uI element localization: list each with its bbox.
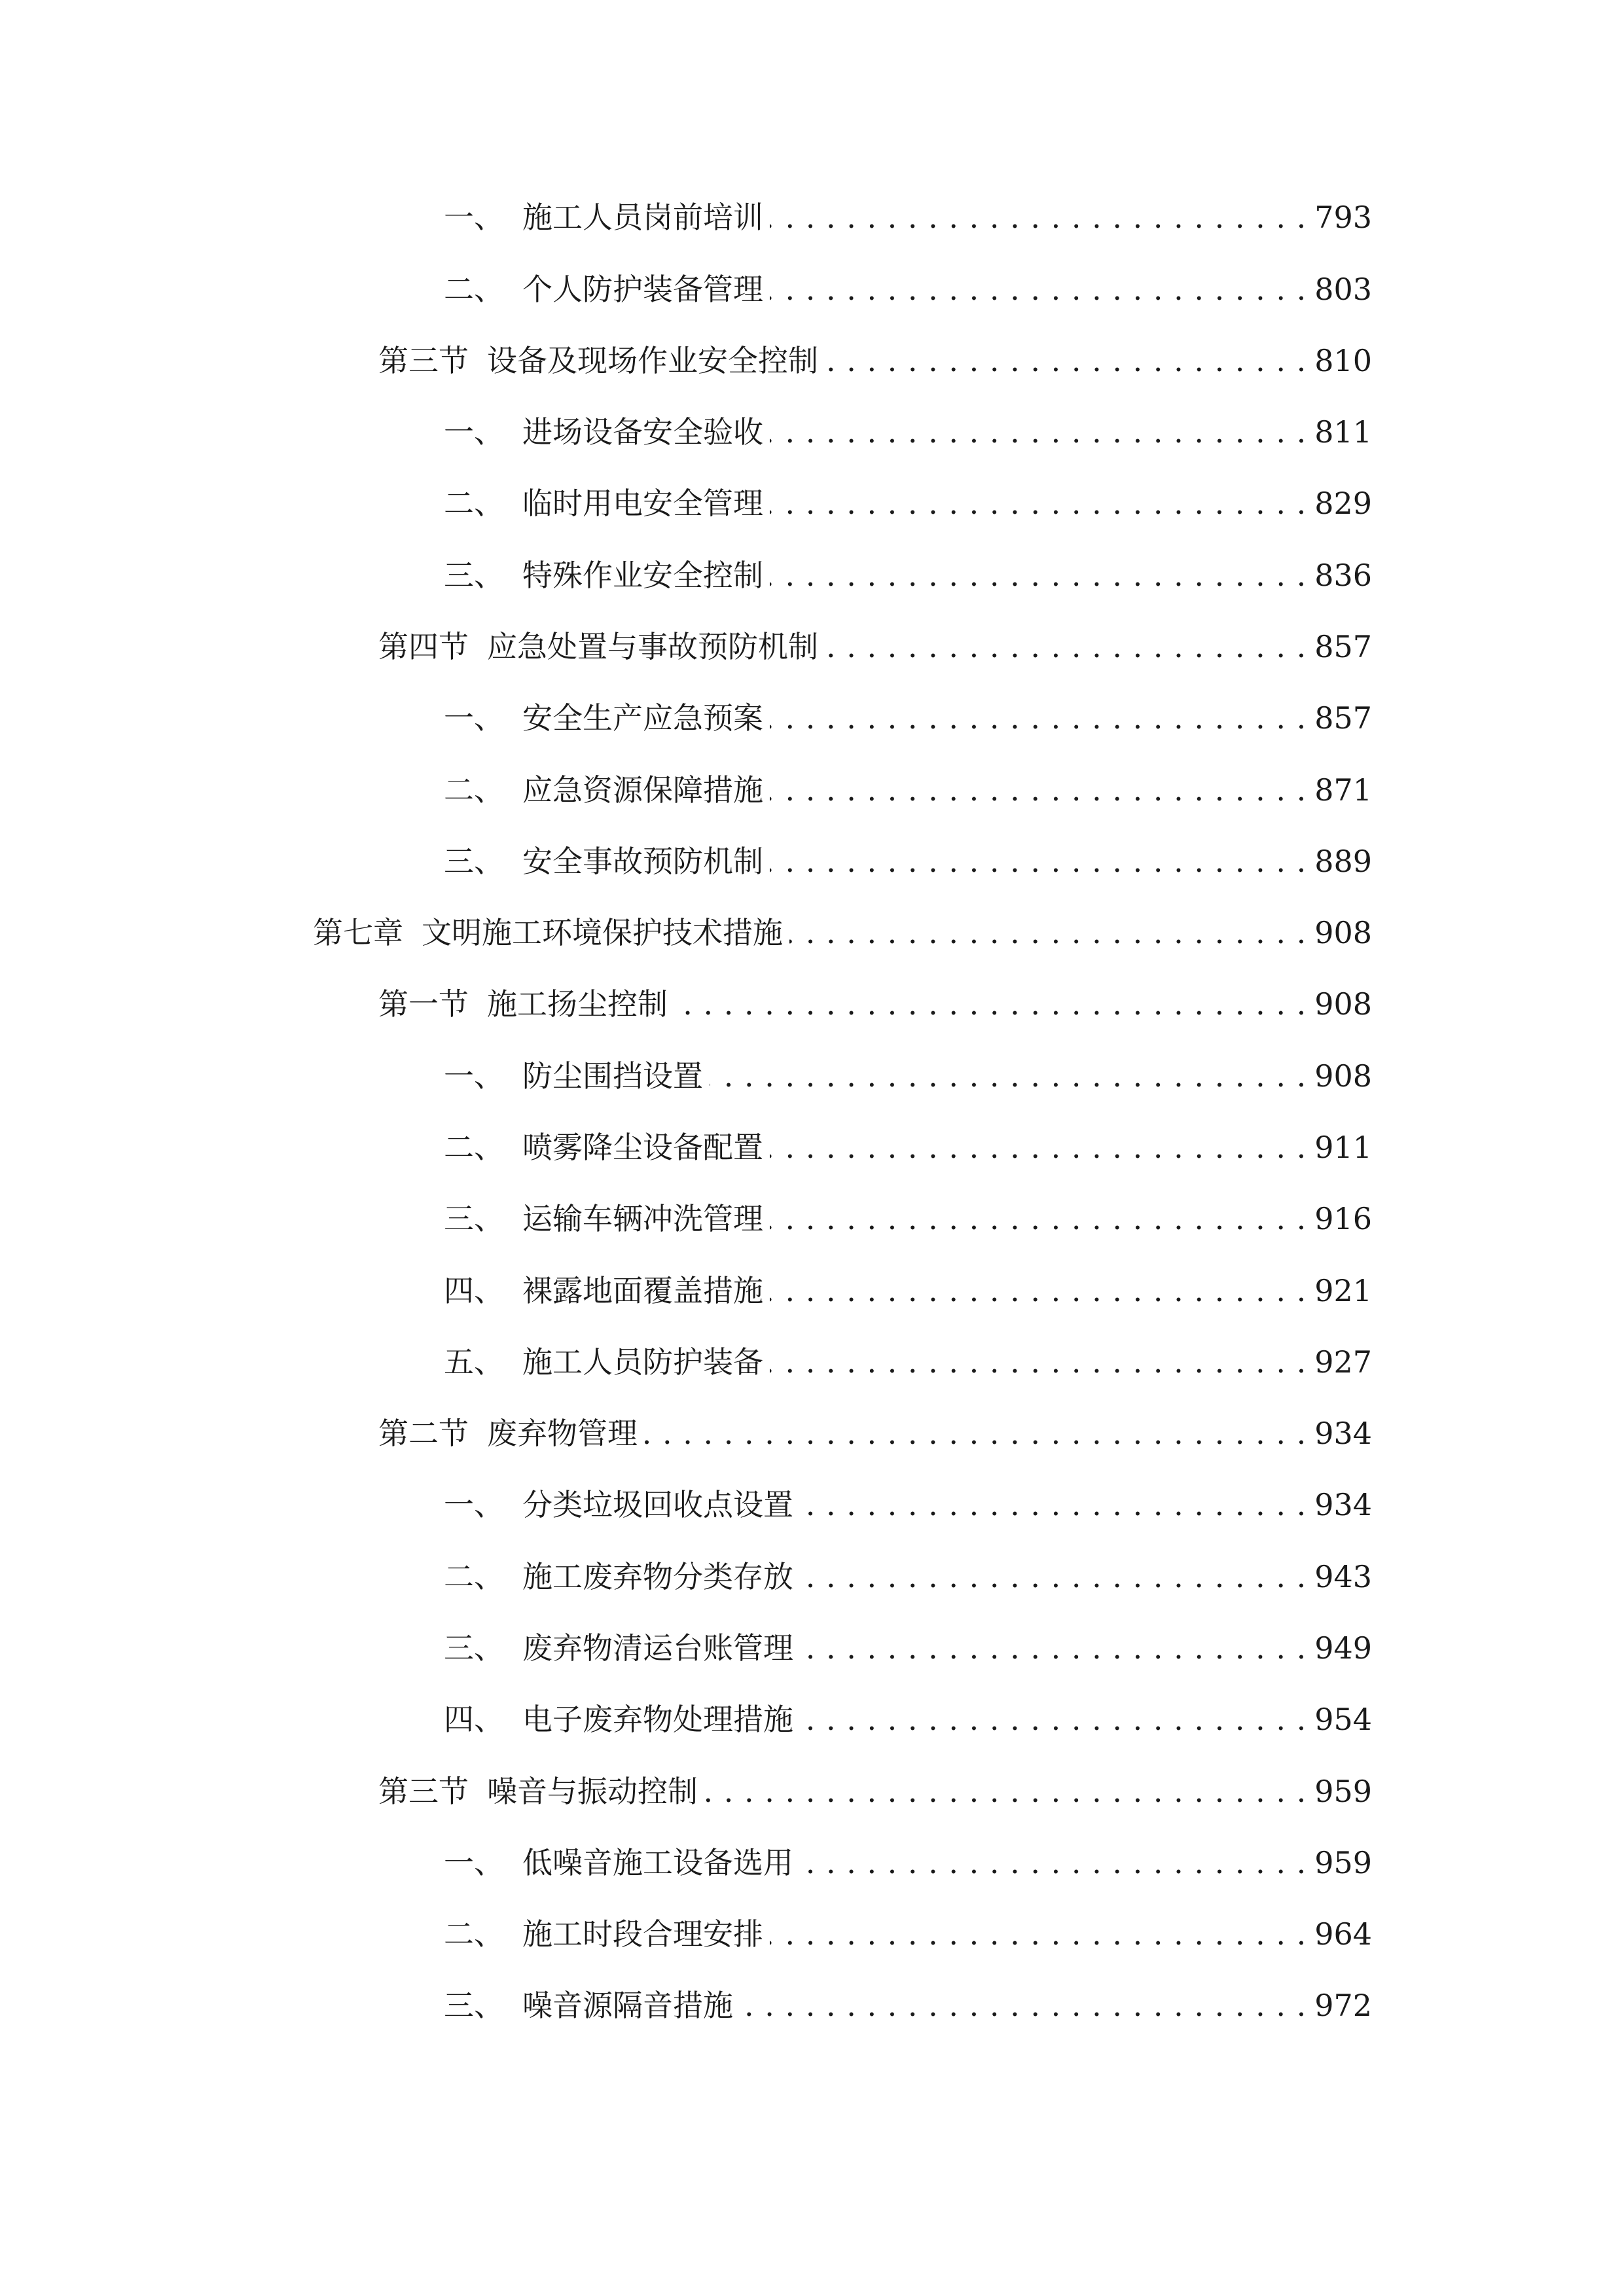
toc-entry-title: 设备及现场作业安全控制: [487, 343, 818, 378]
toc-entry-number: 一、: [444, 200, 504, 235]
toc-entry-number: 第七章: [313, 915, 403, 950]
toc-entry-title: 进场设备安全验收: [522, 414, 763, 450]
toc-dot-leader: [770, 692, 1307, 744]
toc-entry[interactable]: [444, 1979, 1372, 2032]
toc-entry-title: 施工时段合理安排: [522, 1916, 763, 1952]
toc-entry[interactable]: [444, 1336, 1372, 1388]
toc-entry-number: 第三节: [378, 1774, 469, 1809]
toc-entry-title: 噪音与振动控制: [487, 1774, 698, 1809]
toc-dot-leader: [770, 1908, 1307, 1960]
toc-entry-page: 810: [1314, 343, 1372, 378]
toc-entry[interactable]: [444, 1908, 1372, 1960]
toc-dot-leader: [789, 906, 1307, 959]
toc-entry[interactable]: [378, 1407, 1372, 1460]
toc-dot-leader: [770, 835, 1307, 888]
toc-entry-page: 793: [1314, 200, 1372, 235]
toc-entry[interactable]: [444, 1693, 1372, 1746]
toc-entry-page: 811: [1314, 414, 1372, 450]
toc-entry-page: 911: [1314, 1130, 1372, 1165]
toc-dot-leader: [770, 1193, 1307, 1245]
toc-entry-number: 三、: [444, 1201, 504, 1236]
toc-entry-page: 908: [1314, 1058, 1372, 1094]
toc-dot-leader: [770, 1121, 1307, 1174]
toc-entry[interactable]: [444, 191, 1372, 243]
toc-entry-page: 934: [1314, 1487, 1372, 1522]
toc-entry-page: 871: [1314, 772, 1372, 808]
toc-entry[interactable]: [444, 1121, 1372, 1174]
toc-entry-page: 949: [1314, 1630, 1372, 1666]
toc-entry-title: 电子废弃物处理措施: [522, 1702, 793, 1737]
toc-entry-page: 908: [1314, 915, 1372, 950]
toc-entry-title: 应急处置与事故预防机制: [487, 629, 818, 664]
toc-entry[interactable]: [444, 1837, 1372, 1889]
toc-entry-number: 三、: [444, 844, 504, 879]
toc-entry-title: 安全事故预防机制: [522, 844, 763, 879]
toc-entry[interactable]: [444, 692, 1372, 744]
toc-entry-title: 运输车辆冲洗管理: [522, 1201, 763, 1236]
toc-entry-number: 二、: [444, 1916, 504, 1952]
toc-dot-leader: [800, 1837, 1307, 1889]
toc-entry-title: 废弃物管理: [487, 1416, 638, 1451]
toc-entry-title: 防尘围挡设置: [522, 1058, 703, 1094]
toc-entry-page: 934: [1314, 1416, 1372, 1451]
toc-entry-title: 施工废弃物分类存放: [522, 1559, 793, 1594]
toc-entry-number: 五、: [444, 1344, 504, 1380]
toc-entry-page: 972: [1314, 1988, 1372, 2023]
toc-entry-number: 三、: [444, 1988, 504, 2023]
toc-entry-page: 959: [1314, 1845, 1372, 1880]
toc-dot-leader: [710, 1050, 1307, 1102]
toc-entry[interactable]: [444, 1193, 1372, 1245]
toc-entry[interactable]: [444, 1050, 1372, 1102]
toc-entry-number: 二、: [444, 272, 504, 307]
toc-entry-number: 第四节: [378, 629, 469, 664]
toc-entry-number: 一、: [444, 1487, 504, 1522]
toc-entry-title: 个人防护装备管理: [522, 272, 763, 307]
toc-entry-title: 废弃物清运台账管理: [522, 1630, 793, 1666]
toc-entry-page: 889: [1314, 844, 1372, 879]
toc-entry-number: 一、: [444, 414, 504, 450]
toc-entry[interactable]: [444, 1622, 1372, 1674]
toc-dot-leader: [800, 1551, 1307, 1603]
toc-entry-title: 文明施工环境保护技术措施: [422, 915, 783, 950]
toc-dot-leader: [825, 620, 1307, 673]
toc-entry-title: 施工人员岗前培训: [522, 200, 763, 235]
toc-entry-number: 第二节: [378, 1416, 469, 1451]
toc-dot-leader: [740, 1979, 1307, 2032]
toc-entry-title: 裸露地面覆盖措施: [522, 1273, 763, 1308]
toc-entry-title: 临时用电安全管理: [522, 486, 763, 521]
toc-entry-number: 三、: [444, 1630, 504, 1666]
toc-entry[interactable]: [378, 978, 1372, 1030]
toc-entry[interactable]: [444, 263, 1372, 315]
toc-entry-number: 二、: [444, 1559, 504, 1594]
toc-entry-page: 954: [1314, 1702, 1372, 1737]
toc-dot-leader: [674, 978, 1307, 1030]
toc-dot-leader: [770, 477, 1307, 529]
toc-entry-page: 857: [1314, 700, 1372, 736]
toc-entry[interactable]: [313, 906, 1372, 959]
toc-entry[interactable]: [444, 549, 1372, 601]
toc-dot-leader: [825, 334, 1307, 387]
toc-entry-title: 分类垃圾回收点设置: [522, 1487, 793, 1522]
toc-entry[interactable]: [444, 1265, 1372, 1317]
toc-entry[interactable]: [444, 1479, 1372, 1531]
toc-dot-leader: [770, 191, 1307, 243]
toc-entry-page: 829: [1314, 486, 1372, 521]
toc-entry-page: 921: [1314, 1273, 1372, 1308]
toc-entry-page: 908: [1314, 986, 1372, 1022]
toc-dot-leader: [770, 1336, 1307, 1388]
toc-entry-number: 四、: [444, 1702, 504, 1737]
toc-entry-page: 916: [1314, 1201, 1372, 1236]
toc-entry-page: 927: [1314, 1344, 1372, 1380]
toc-dot-leader: [770, 263, 1307, 315]
toc-entry[interactable]: [444, 477, 1372, 529]
toc-entry[interactable]: [378, 1765, 1372, 1818]
toc-dot-leader: [800, 1622, 1307, 1674]
toc-entry-page: 964: [1314, 1916, 1372, 1952]
toc-entry-page: 803: [1314, 272, 1372, 307]
toc-entry-title: 低噪音施工设备选用: [522, 1845, 793, 1880]
toc-entry-number: 第一节: [378, 986, 469, 1022]
toc-entry[interactable]: [444, 764, 1372, 816]
toc-entry-number: 一、: [444, 1845, 504, 1880]
toc-entry-number: 二、: [444, 486, 504, 521]
toc-dot-leader: [770, 764, 1307, 816]
toc-entry-number: 一、: [444, 700, 504, 736]
toc-entry-page: 836: [1314, 558, 1372, 593]
toc-entry-page: 857: [1314, 629, 1372, 664]
toc-entry-title: 喷雾降尘设备配置: [522, 1130, 763, 1165]
toc-entry-title: 安全生产应急预案: [522, 700, 763, 736]
toc-entry-number: 二、: [444, 772, 504, 808]
toc-dot-leader: [770, 1265, 1307, 1317]
toc-entry[interactable]: [444, 835, 1372, 888]
toc-entry-title: 施工扬尘控制: [487, 986, 668, 1022]
toc-dot-leader: [800, 1479, 1307, 1531]
toc-entry[interactable]: [444, 406, 1372, 458]
toc-entry-page: 959: [1314, 1774, 1372, 1809]
toc-entry-number: 一、: [444, 1058, 504, 1094]
toc-entry-number: 二、: [444, 1130, 504, 1165]
toc-entry[interactable]: [444, 1551, 1372, 1603]
toc-dot-leader: [770, 549, 1307, 601]
toc-dot-leader: [800, 1693, 1307, 1746]
toc-entry-title: 噪音源隔音措施: [522, 1988, 733, 2023]
toc-entry-page: 943: [1314, 1559, 1372, 1594]
toc-entry-number: 四、: [444, 1273, 504, 1308]
toc-entry-number: 第三节: [378, 343, 469, 378]
toc-entry-title: 施工人员防护装备: [522, 1344, 763, 1380]
toc-dot-leader: [704, 1765, 1307, 1818]
toc-entry-title: 特殊作业安全控制: [522, 558, 763, 593]
toc-entry-number: 三、: [444, 558, 504, 593]
toc-dot-leader: [770, 406, 1307, 458]
toc-entry-title: 应急资源保障措施: [522, 772, 763, 808]
toc-entry[interactable]: [378, 334, 1372, 387]
toc-entry[interactable]: [378, 620, 1372, 673]
toc-dot-leader: [644, 1407, 1307, 1460]
